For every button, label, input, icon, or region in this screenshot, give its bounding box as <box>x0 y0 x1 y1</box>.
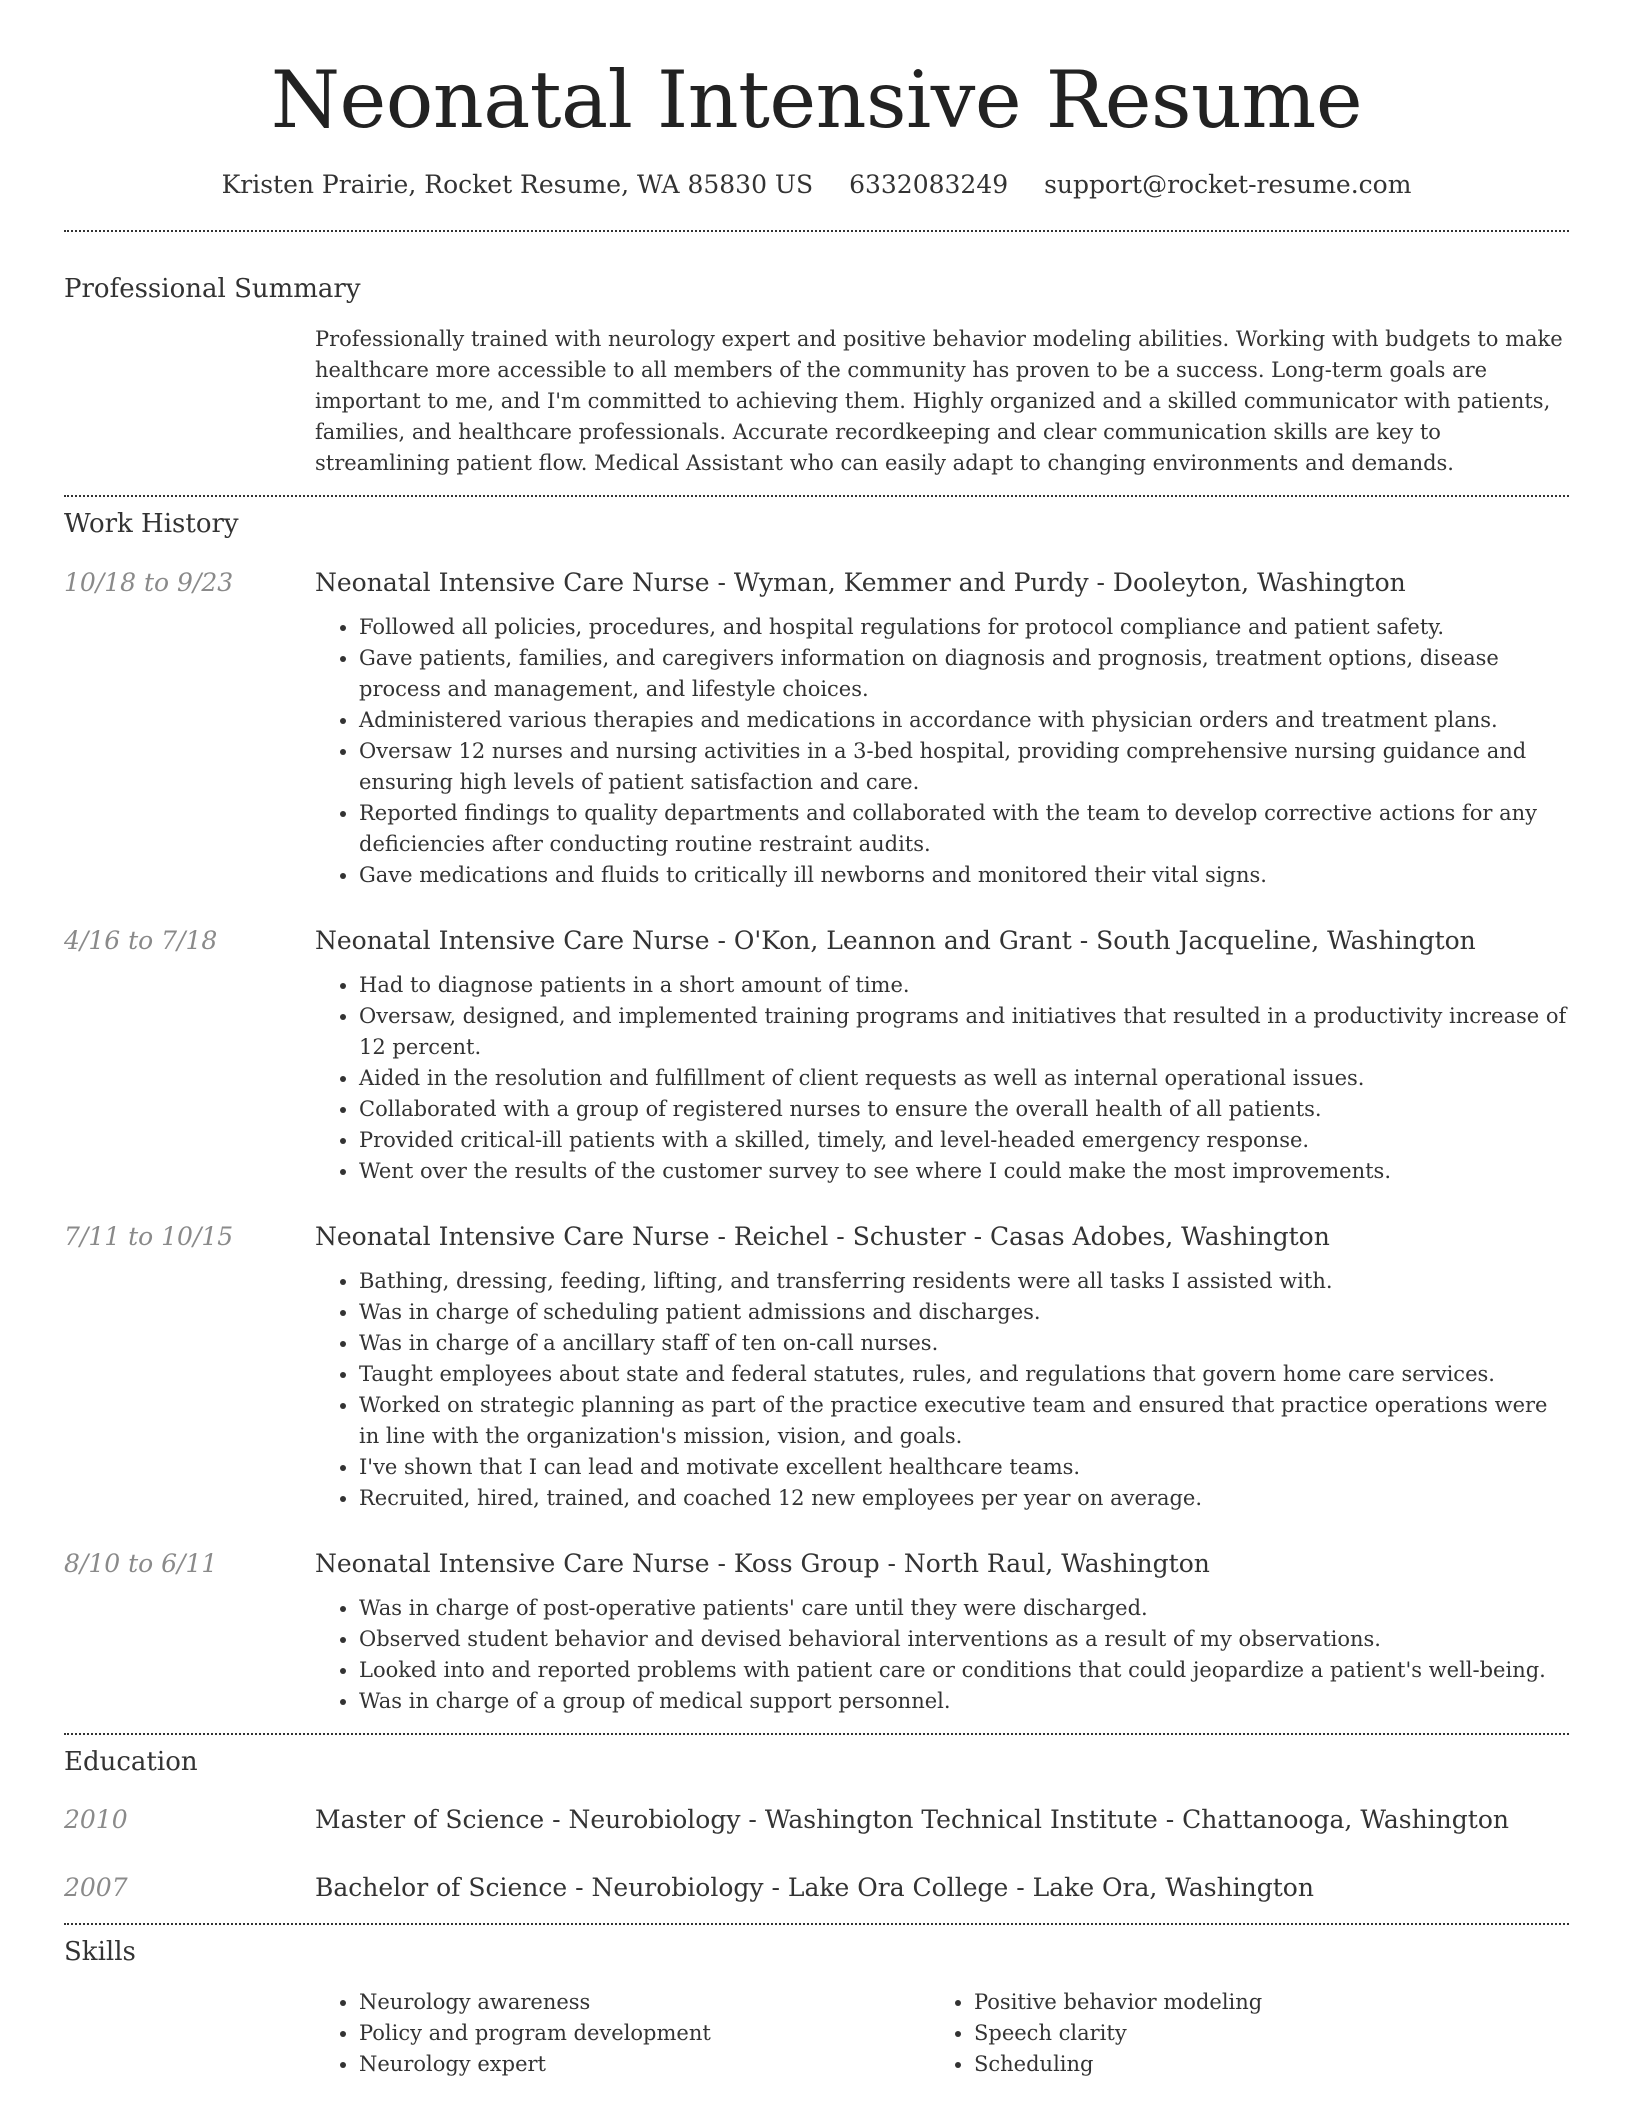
list-item: • Provided critical-ill patients with a skilled, timely, and level-headed emergency response. <box>359 1125 1569 1156</box>
skill-item: • Neurology awareness <box>359 1987 930 2018</box>
work-entry <box>64 924 1569 1187</box>
skills-list-left <box>315 1987 930 2080</box>
education-entry-date: 2010 <box>64 1805 128 1834</box>
work-entry-bullets <box>315 612 1569 891</box>
work-entry-bullets <box>315 1593 1569 1717</box>
work-entry-title: Neonatal Intensive Care Nurse - O'Kon, Leannon and Grant - South Jacqueline, Washington <box>315 926 1476 955</box>
work-entry-date: 4/16 to 7/18 <box>64 926 218 955</box>
list-item: • Reported findings to quality departments and collaborated with the team to develop corrective actions for any deficiencies after conducting routine restraint audits. <box>359 798 1569 860</box>
divider <box>64 1733 1569 1735</box>
divider <box>64 495 1569 497</box>
skills-list-right <box>930 1987 1545 2080</box>
work-entry-date: 8/10 to 6/11 <box>64 1549 218 1578</box>
list-item: • Aided in the resolution and fulfillment of client requests as well as internal operational issues. <box>359 1063 1569 1094</box>
list-item: • Observed student behavior and devised behavioral interventions as a result of my observations. <box>359 1624 1569 1655</box>
section-title-education: Education <box>64 1747 198 1777</box>
list-item: • Administered various therapies and medications in accordance with physician orders and treatment plans. <box>359 705 1569 736</box>
resume-page <box>64 0 1569 2080</box>
section-title-work-history: Work History <box>64 509 239 539</box>
skill-item: • Speech clarity <box>974 2018 1545 2049</box>
divider <box>64 230 1569 232</box>
list-item: • Oversaw 12 nurses and nursing activities in a 3-bed hospital, providing comprehensive nursing guidance and ensuring high levels of patient satisfaction and care. <box>359 736 1569 798</box>
list-item: • I've shown that I can lead and motivate excellent healthcare teams. <box>359 1452 1569 1483</box>
summary-text: Professionally trained with neurology expert and positive behavior modeling abilities. Working with budgets to make healthcare more accessible to all members of the community has proven to be a success. Long-term goals are important to me, and I'm committed to achieving them. Highly organized and a skilled communicator with patients, families, and healthcare professionals. Accurate recordkeeping and clear communication skills are key to streamlining patient flow. Medical Assistant who can easily adapt to changing environments and demands. <box>315 327 1563 475</box>
list-item: • Gave patients, families, and caregivers information on diagnosis and prognosis, treatment options, disease process and management, and lifestyle choices. <box>359 643 1569 705</box>
section-title-summary: Professional Summary <box>64 274 361 304</box>
list-item: • Was in charge of scheduling patient admissions and discharges. <box>359 1297 1569 1328</box>
work-entry <box>64 1547 1569 1717</box>
education-entry-title: Master of Science - Neurobiology - Washington Technical Institute - Chattanooga, Washington <box>315 1805 1509 1834</box>
list-item: • Oversaw, designed, and implemented training programs and initiatives that resulted in a productivity increase of 12 percent. <box>359 1001 1569 1063</box>
list-item: • Collaborated with a group of registered nurses to ensure the overall health of all patients. <box>359 1094 1569 1125</box>
work-entry-bullets <box>315 1266 1569 1514</box>
work-entry-title: Neonatal Intensive Care Nurse - Koss Group - North Raul, Washington <box>315 1549 1210 1578</box>
work-entry-date: 10/18 to 9/23 <box>64 568 234 597</box>
skills-columns <box>315 1987 1569 2080</box>
education-entry-date: 2007 <box>64 1873 128 1902</box>
divider <box>64 1923 1569 1925</box>
contact-address: Kristen Prairie, Rocket Resume, WA 85830 US <box>221 170 814 199</box>
education-entry-title: Bachelor of Science - Neurobiology - Lake Ora College - Lake Ora, Washington <box>315 1873 1314 1902</box>
list-item: • Recruited, hired, trained, and coached 12 new employees per year on average. <box>359 1483 1569 1514</box>
list-item: • Bathing, dressing, feeding, lifting, and transferring residents were all tasks I assisted with. <box>359 1266 1569 1297</box>
resume-title: Neonatal Intensive Resume <box>270 54 1363 146</box>
education-entry <box>64 1803 1569 1837</box>
section-title-skills: Skills <box>64 1937 136 1967</box>
skill-item: • Neurology expert <box>359 2049 930 2080</box>
skill-item: • Positive behavior modeling <box>974 1987 1545 2018</box>
work-entry-date: 7/11 to 10/15 <box>64 1222 234 1251</box>
contact-line <box>64 168 1569 202</box>
list-item: • Was in charge of a group of medical support personnel. <box>359 1686 1569 1717</box>
work-entry-bullets <box>315 970 1569 1187</box>
contact-email: support@rocket-resume.com <box>1044 170 1412 199</box>
education-entry <box>64 1871 1569 1905</box>
list-item: • Went over the results of the customer survey to see where I could make the most improvements. <box>359 1156 1569 1187</box>
list-item: • Taught employees about state and federal statutes, rules, and regulations that govern home care services. <box>359 1359 1569 1390</box>
work-entry <box>64 566 1569 891</box>
list-item: • Gave medications and fluids to critically ill newborns and monitored their vital signs. <box>359 860 1569 891</box>
list-item: • Worked on strategic planning as part of the practice executive team and ensured that practice operations were in line with the organization's mission, vision, and goals. <box>359 1390 1569 1452</box>
work-entry-title: Neonatal Intensive Care Nurse - Reichel - Schuster - Casas Adobes, Washington <box>315 1222 1330 1251</box>
contact-phone: 6332083249 <box>849 170 1009 199</box>
list-item: • Was in charge of a ancillary staff of ten on-call nurses. <box>359 1328 1569 1359</box>
skill-item: • Policy and program development <box>359 2018 930 2049</box>
work-entry-title: Neonatal Intensive Care Nurse - Wyman, Kemmer and Purdy - Dooleyton, Washington <box>315 568 1406 597</box>
list-item: • Looked into and reported problems with patient care or conditions that could jeopardize a patient's well-being. <box>359 1655 1569 1686</box>
list-item: • Was in charge of post-operative patients' care until they were discharged. <box>359 1593 1569 1624</box>
skill-item: • Scheduling <box>974 2049 1545 2080</box>
list-item: • Had to diagnose patients in a short amount of time. <box>359 970 1569 1001</box>
work-entry <box>64 1220 1569 1514</box>
list-item: • Followed all policies, procedures, and hospital regulations for protocol compliance and patient safety. <box>359 612 1569 643</box>
